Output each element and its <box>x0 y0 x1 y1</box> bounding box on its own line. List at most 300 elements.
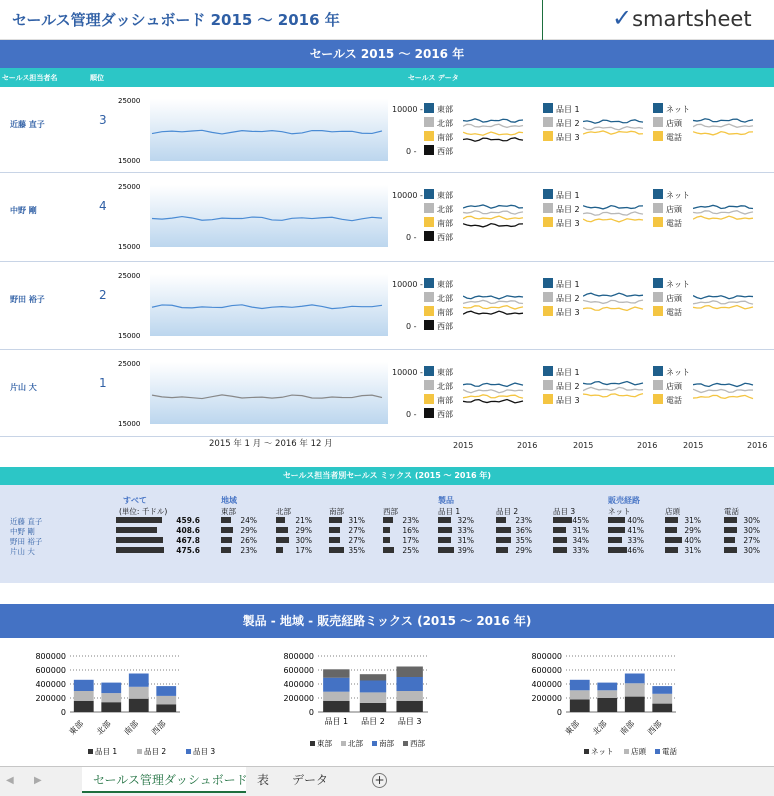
legend-label: 北部 <box>348 739 363 748</box>
y-tick-label: 200000 <box>531 694 562 703</box>
spark-ymax: 25000 <box>118 272 141 280</box>
small-series-line <box>583 307 643 310</box>
mix-col-header: 電話 <box>724 507 739 516</box>
legend-swatch <box>403 741 408 746</box>
small-series-line <box>693 296 753 299</box>
rep-row <box>0 262 774 350</box>
x-tick-label: 品目 2 <box>361 717 385 726</box>
small-series-line <box>463 211 523 214</box>
tab-scroll-left-icon[interactable]: ◀ <box>6 775 14 786</box>
mix-col-header: 品目 2 <box>496 507 519 516</box>
mix-pct-bar <box>383 547 394 553</box>
mix-col-header: ネット <box>608 507 631 516</box>
bar-segment <box>323 678 349 692</box>
mix-pct-value: 26% <box>240 536 257 545</box>
sparkline-area <box>150 274 388 336</box>
small-series-line <box>583 382 643 385</box>
legend-swatch <box>653 394 663 404</box>
mix-col-header: 北部 <box>276 507 291 516</box>
legend-swatch <box>424 320 434 330</box>
legend-label: ネット <box>666 368 690 377</box>
legend-label: 品目 3 <box>556 308 580 317</box>
bar-segment <box>625 674 645 684</box>
rep-row <box>0 350 774 437</box>
mix-pct-value: 27% <box>348 536 365 545</box>
x-tick-label: 南部 <box>122 719 141 737</box>
small-series-line <box>693 301 753 304</box>
bar-segment <box>74 680 94 691</box>
small-axis-bottom: 0 - <box>406 322 417 331</box>
small-line-chart <box>583 113 647 153</box>
mix-pct-bar <box>724 527 737 533</box>
x-tick-label: 東部 <box>67 719 86 737</box>
legend-swatch <box>424 131 434 141</box>
small-series-line <box>463 138 523 141</box>
small-series-line <box>693 124 753 127</box>
mix-pct-value: 29% <box>515 546 532 555</box>
sparkline-area <box>150 362 388 424</box>
mix-pct-bar <box>221 517 231 523</box>
legend-label: ネット <box>591 747 614 756</box>
sales-subheader <box>0 68 774 87</box>
bar-segment <box>156 696 176 704</box>
small-line-chart <box>463 376 527 416</box>
mix-unit-label: (単位: 千ドル) <box>119 507 168 516</box>
rep-rank: 3 <box>99 113 107 127</box>
mix-pct-value: 31% <box>457 536 474 545</box>
bar-segment <box>360 703 386 712</box>
small-series-line <box>583 293 643 296</box>
mix-pct-bar <box>724 517 737 523</box>
stacked-bar-chart <box>283 652 428 748</box>
small-line-chart <box>583 199 647 239</box>
legend-swatch <box>543 366 553 376</box>
legend-label: 北部 <box>437 119 453 128</box>
mix-pct-bar <box>221 547 231 553</box>
legend-swatch <box>543 117 553 127</box>
legend-label: 品目 3 <box>193 747 216 756</box>
legend-swatch <box>543 380 553 390</box>
mix-pct-value: 35% <box>348 546 365 555</box>
legend-label: 品目 2 <box>556 119 580 128</box>
legend-swatch <box>424 394 434 404</box>
legend-label: 南部 <box>437 219 453 228</box>
rep-name: 近藤 直子 <box>10 120 45 129</box>
bar-segment <box>396 701 422 712</box>
y-tick-label: 0 <box>60 708 66 717</box>
legend-swatch <box>543 292 553 302</box>
mix-pct-value: 23% <box>515 516 532 525</box>
legend-label: 品目 1 <box>556 191 580 200</box>
mix-pct-bar <box>724 537 735 543</box>
legend-swatch <box>424 103 434 113</box>
legend-swatch <box>543 203 553 213</box>
mix-pct-value: 40% <box>684 536 701 545</box>
mix-pct-value: 33% <box>627 536 644 545</box>
bar-segment <box>360 681 386 693</box>
small-series-line <box>583 206 643 209</box>
sheet-tabs-bar <box>0 766 774 796</box>
legend-label: 品目 2 <box>556 382 580 391</box>
year-label: 2015 <box>453 441 474 450</box>
mix-pct-value: 35% <box>515 536 532 545</box>
legend-label: 南部 <box>437 133 453 142</box>
mix-pct-bar <box>496 517 506 523</box>
x-tick-label: 南部 <box>618 719 637 737</box>
small-line-chart <box>693 199 757 239</box>
legend-swatch <box>88 749 93 754</box>
tab-table[interactable]: 表 <box>257 773 270 787</box>
spark-ymin: 15000 <box>118 157 141 165</box>
mix-pct-value: 39% <box>457 546 474 555</box>
legend-swatch <box>653 380 663 390</box>
legend-label: 北部 <box>437 382 453 391</box>
mix-pct-bar <box>383 527 390 533</box>
legend-swatch <box>653 131 663 141</box>
legend-swatch <box>424 145 434 155</box>
legend-swatch <box>341 741 346 746</box>
legend-swatch <box>424 306 434 316</box>
legend-swatch <box>424 278 434 288</box>
x-tick-label: 東部 <box>563 719 582 737</box>
year-label: 2015 <box>573 441 594 450</box>
bar-segment <box>570 690 590 699</box>
mix-rep-name: 近藤 直子 <box>10 517 43 526</box>
mix-total-bar <box>116 547 164 553</box>
bar-segment <box>323 701 349 712</box>
small-series-line <box>463 132 523 135</box>
small-series-line <box>463 224 523 227</box>
small-series-line <box>463 124 523 127</box>
legend-label: 東部 <box>437 280 453 289</box>
bar-segment <box>129 687 149 699</box>
mix-pct-value: 30% <box>743 526 760 535</box>
small-axis-top: 10000 - <box>392 105 423 114</box>
bar-segment <box>652 704 672 712</box>
mix-pct-bar <box>221 537 232 543</box>
mix-pct-bar <box>276 527 288 533</box>
mix-pct-bar <box>221 527 233 533</box>
small-axis-bottom: 0 - <box>406 410 417 419</box>
mix-pct-value: 29% <box>295 526 312 535</box>
legend-swatch <box>653 278 663 288</box>
legend-swatch <box>653 117 663 127</box>
mix-region-label: 地域 <box>221 496 237 505</box>
small-series-line <box>693 395 753 398</box>
legend-swatch <box>543 394 553 404</box>
legend-swatch <box>543 131 553 141</box>
mix-pct-value: 27% <box>348 526 365 535</box>
legend-swatch <box>424 408 434 418</box>
add-sheet-button[interactable]: + <box>372 773 387 788</box>
mix-col-header: 西部 <box>383 507 398 516</box>
legend-swatch <box>186 749 191 754</box>
small-series-line <box>463 296 523 299</box>
legend-swatch <box>543 306 553 316</box>
rep-rank: 4 <box>99 199 107 213</box>
tab-dashboard[interactable]: セールス管理ダッシュボード <box>93 773 248 787</box>
y-tick-label: 600000 <box>35 666 66 675</box>
x-tick-label: 西部 <box>645 719 664 737</box>
legend-label: 品目 2 <box>556 294 580 303</box>
mix-total-bar <box>116 527 157 533</box>
legend-swatch <box>543 103 553 113</box>
mix-pct-bar <box>329 537 340 543</box>
mix-total-bar <box>116 517 162 523</box>
mix-all-label: すべて <box>123 496 147 505</box>
legend-swatch <box>372 741 377 746</box>
legend-label: ネット <box>666 280 690 289</box>
mix-pct-value: 30% <box>743 546 760 555</box>
mix-bar-charts <box>0 640 774 766</box>
bar-segment <box>360 692 386 703</box>
mix-total-value: 459.6 <box>176 516 200 525</box>
small-series-line <box>693 119 753 122</box>
mix-pct-value: 29% <box>240 526 257 535</box>
small-series-line <box>583 300 643 303</box>
mix-table <box>0 485 774 583</box>
bar-segment <box>101 683 121 694</box>
bar-segment <box>625 683 645 696</box>
spark-ymin: 15000 <box>118 243 141 251</box>
legend-label: 品目 3 <box>556 133 580 142</box>
legend-label: 東部 <box>317 739 332 748</box>
rep-row <box>0 173 774 262</box>
bar-segment <box>101 693 121 702</box>
mix-pct-value: 23% <box>402 516 419 525</box>
mix-pct-value: 31% <box>684 546 701 555</box>
mix-pct-bar <box>724 547 737 553</box>
y-tick-label: 600000 <box>531 666 562 675</box>
year-label: 2015 <box>683 441 704 450</box>
tab-data[interactable]: データ <box>292 773 329 787</box>
small-series-line <box>463 205 523 208</box>
bar-segment <box>360 674 386 680</box>
small-axis-bottom: 0 - <box>406 233 417 242</box>
small-series-line <box>693 211 753 214</box>
mix-pct-value: 33% <box>572 546 589 555</box>
legend-label: 東部 <box>437 191 453 200</box>
x-tick-label: 北部 <box>94 719 113 737</box>
mix-pct-value: 36% <box>515 526 532 535</box>
bar-segment <box>156 686 176 696</box>
y-tick-label: 800000 <box>283 652 314 661</box>
small-axis-top: 10000 - <box>392 368 423 377</box>
y-tick-label: 200000 <box>35 694 66 703</box>
legend-label: 西部 <box>437 147 453 156</box>
legend-swatch <box>653 217 663 227</box>
stacked-bar-chart <box>531 652 677 756</box>
legend-label: 店頭 <box>666 205 682 214</box>
legend-swatch <box>653 203 663 213</box>
small-line-chart <box>583 288 647 328</box>
legend-swatch <box>424 217 434 227</box>
bar-segment <box>597 683 617 691</box>
mix-pct-bar <box>329 527 340 533</box>
page-title: セールス管理ダッシュボード 2015 ～ 2016 年 <box>12 11 340 29</box>
mix-pct-value: 16% <box>402 526 419 535</box>
rep-sparkline <box>114 356 394 436</box>
small-series-line <box>463 119 523 122</box>
y-tick-label: 200000 <box>283 694 314 703</box>
rep-sparkline <box>114 93 394 173</box>
mix-pct-bar <box>276 547 283 553</box>
legend-label: 品目 3 <box>556 396 580 405</box>
legend-label: 電話 <box>666 133 682 142</box>
mix-channel-label: 販売経路 <box>608 496 640 505</box>
legend-swatch <box>653 292 663 302</box>
sparkline-area <box>150 185 388 247</box>
legend-label: 西部 <box>437 410 453 419</box>
mix-col-header: 品目 3 <box>553 507 576 516</box>
check-logo-icon: ✓ <box>612 4 633 32</box>
bar-segment <box>597 698 617 712</box>
stacked-bar-chart <box>35 652 215 756</box>
legend-label: 品目 1 <box>556 280 580 289</box>
x-tick-label: 北部 <box>590 719 609 737</box>
mix-pct-value: 17% <box>402 536 419 545</box>
bar-segment <box>129 674 149 687</box>
year-label: 2016 <box>637 441 658 450</box>
small-axis-bottom: 0 - <box>406 147 417 156</box>
mix-pct-value: 29% <box>684 526 701 535</box>
smartsheet-logo <box>612 4 752 32</box>
bar-segment <box>570 680 590 691</box>
legend-label: 店頭 <box>666 382 682 391</box>
legend-label: 東部 <box>437 368 453 377</box>
legend-label: 品目 2 <box>556 205 580 214</box>
rep-sparkline <box>114 179 394 259</box>
small-series-line <box>583 212 643 215</box>
mix-pct-bar <box>383 537 390 543</box>
y-tick-label: 0 <box>308 708 314 717</box>
mix-pct-value: 30% <box>295 536 312 545</box>
x-tick-label: 品目 3 <box>397 717 422 726</box>
x-tick-label: 品目 1 <box>324 717 349 726</box>
mix-col-header: 店頭 <box>665 507 680 516</box>
rep-row <box>0 87 774 173</box>
rank-column-header: 順位 <box>90 74 104 82</box>
legend-swatch <box>424 189 434 199</box>
legend-label: 電話 <box>666 396 682 405</box>
legend-swatch <box>137 749 142 754</box>
small-axis-top: 10000 - <box>392 280 423 289</box>
legend-swatch <box>584 749 589 754</box>
mix-pct-value: 33% <box>457 526 474 535</box>
small-series-line <box>463 400 523 403</box>
legend-label: 西部 <box>437 322 453 331</box>
legend-label: 西部 <box>437 233 453 242</box>
small-line-chart <box>463 199 527 239</box>
bar-segment <box>625 697 645 712</box>
small-series-line <box>693 216 753 219</box>
legend-swatch <box>624 749 629 754</box>
mix-col-header: 品目 1 <box>438 507 461 516</box>
rep-column-header: セールス担当者名 <box>2 74 58 82</box>
legend-label: ネット <box>666 191 690 200</box>
legend-label: 品目 2 <box>144 747 167 756</box>
small-series-line <box>463 390 523 393</box>
bar-segment <box>396 667 422 678</box>
legend-swatch <box>310 741 315 746</box>
small-series-line <box>693 132 753 135</box>
y-tick-label: 400000 <box>283 680 314 689</box>
rep-name: 片山 大 <box>10 383 37 392</box>
y-tick-label: 800000 <box>35 652 66 661</box>
legend-label: 南部 <box>437 396 453 405</box>
mix-total-bar <box>116 537 163 543</box>
bar-segment <box>101 702 121 712</box>
rep-rank: 1 <box>99 376 107 390</box>
bar-segment <box>323 692 349 701</box>
mix-total-value: 475.6 <box>176 546 200 555</box>
legend-label: 品目 1 <box>556 105 580 114</box>
legend-label: 南部 <box>379 739 394 748</box>
legend-label: 店頭 <box>631 747 646 756</box>
mix-pct-value: 24% <box>240 516 257 525</box>
legend-swatch <box>424 117 434 127</box>
spark-ymax: 25000 <box>118 360 141 368</box>
mix-total-value: 408.6 <box>176 526 200 535</box>
spark-ymax: 25000 <box>118 97 141 105</box>
legend-label: ネット <box>666 105 690 114</box>
small-line-chart <box>463 113 527 153</box>
small-series-line <box>583 394 643 397</box>
mix-pct-value: 46% <box>627 546 644 555</box>
small-line-chart <box>693 288 757 328</box>
data-column-header: セールス データ <box>408 74 459 82</box>
small-series-line <box>463 311 523 314</box>
legend-swatch <box>653 189 663 199</box>
small-line-chart <box>583 376 647 416</box>
legend-swatch <box>543 278 553 288</box>
legend-swatch <box>424 203 434 213</box>
legend-swatch <box>543 189 553 199</box>
year-label: 2016 <box>747 441 768 450</box>
spark-ymax: 25000 <box>118 183 141 191</box>
small-series-line <box>463 395 523 398</box>
mix-rep-name: 野田 裕子 <box>10 537 43 546</box>
bar-segment <box>74 691 94 701</box>
rep-name: 野田 裕子 <box>10 295 45 304</box>
small-line-chart <box>693 376 757 416</box>
mix-pct-value: 25% <box>402 546 419 555</box>
tab-scroll-right-icon[interactable]: ▶ <box>34 775 42 786</box>
bar-segment <box>597 690 617 698</box>
small-series-line <box>463 216 523 219</box>
small-series-line <box>463 383 523 386</box>
bar-segment <box>652 686 672 694</box>
legend-label: 店頭 <box>666 119 682 128</box>
small-series-line <box>463 306 523 309</box>
mix-pct-value: 31% <box>684 516 701 525</box>
legend-label: 西部 <box>410 739 425 748</box>
mix-pct-bar <box>496 547 508 553</box>
divider <box>542 0 543 40</box>
legend-swatch <box>653 366 663 376</box>
bar-segment <box>396 691 422 701</box>
legend-swatch <box>653 306 663 316</box>
legend-label: 南部 <box>437 308 453 317</box>
rep-sparkline <box>114 268 394 348</box>
small-series-line <box>583 120 643 123</box>
product-band-title: 製品 - 地域 - 販売経路ミックス (2015 ～ 2016 年) <box>0 604 774 638</box>
mix-pct-value: 17% <box>295 546 312 555</box>
y-tick-label: 0 <box>556 708 562 717</box>
mix-pct-bar <box>665 527 677 533</box>
rep-name: 中野 剛 <box>10 206 37 215</box>
small-series-line <box>693 389 753 392</box>
